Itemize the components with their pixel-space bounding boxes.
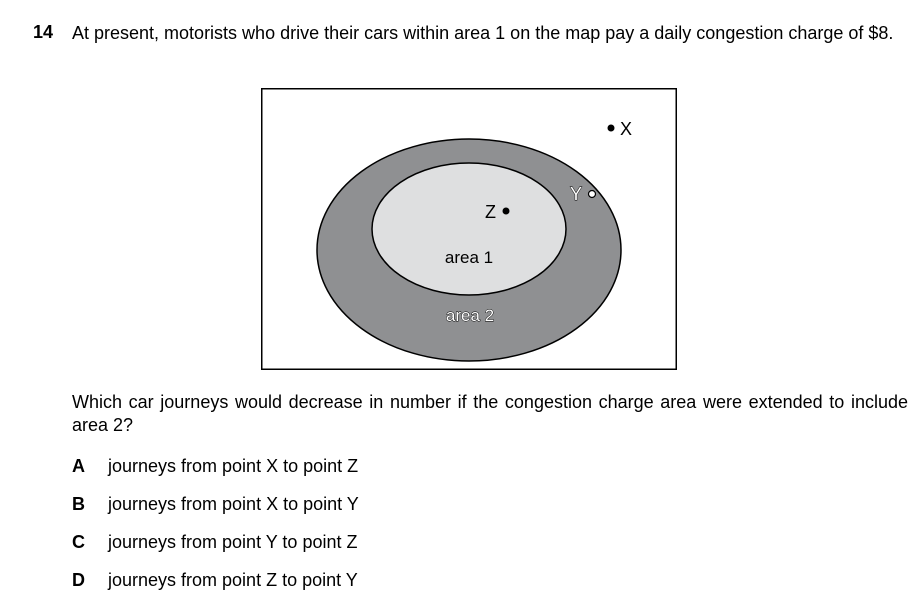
option-text: journeys from point X to point Z	[108, 456, 359, 476]
congestion-map-svg	[261, 88, 677, 370]
area-2-label: area 2	[445, 306, 495, 325]
point-z-dot	[503, 208, 510, 215]
option-a[interactable]	[72, 455, 358, 478]
question-text: At present, motorists who drive their cars within area 1 on the map pay a daily congestion charge of $8.	[72, 23, 894, 43]
point-x-dot	[608, 125, 615, 132]
point-z-label: Z	[485, 202, 496, 222]
point-x-label: X	[620, 119, 633, 139]
point-y-label: Y	[570, 184, 583, 204]
option-letter: B	[72, 494, 85, 514]
question-prompt: Which car journeys would decrease in number if the congestion charge area were extended to include area 2?	[72, 392, 908, 435]
option-d[interactable]	[72, 569, 358, 592]
option-b[interactable]	[72, 493, 359, 516]
option-letter: A	[72, 456, 85, 476]
option-text: journeys from point Z to point Y	[108, 570, 358, 590]
area-1-label: area 1	[444, 248, 494, 267]
congestion-map	[261, 88, 677, 370]
option-text: journeys from point X to point Y	[108, 494, 359, 514]
question-number: 14	[33, 22, 54, 42]
area-1-region	[372, 163, 566, 295]
option-letter: D	[72, 570, 85, 590]
option-c[interactable]	[72, 531, 357, 554]
option-text: journeys from point Y to point Z	[108, 532, 358, 552]
option-letter: C	[72, 532, 85, 552]
point-y-dot	[589, 191, 596, 198]
